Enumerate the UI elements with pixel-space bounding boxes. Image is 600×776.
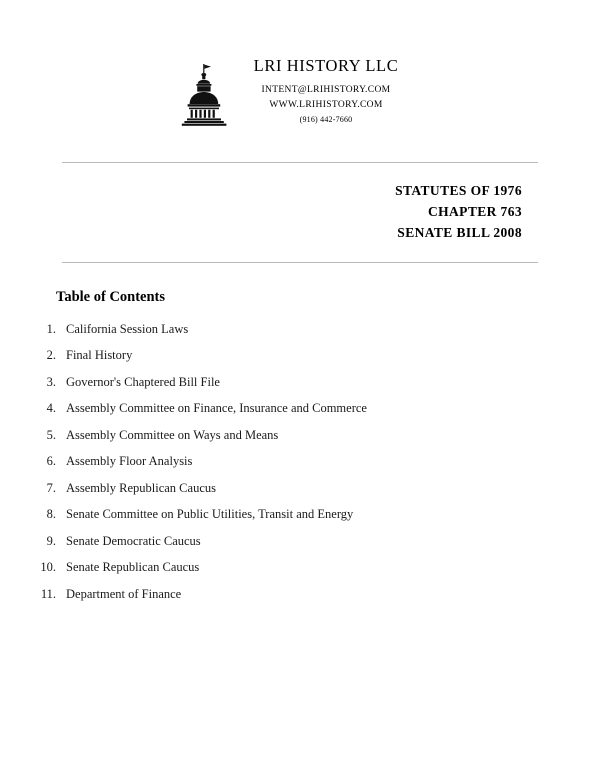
list-item[interactable] [0, 534, 600, 549]
list-item[interactable] [0, 348, 600, 363]
list-item-number: 4. [46, 401, 56, 416]
list-item-label: Assembly Floor Analysis [66, 454, 193, 469]
statute-chapter: CHAPTER 763 [427, 203, 522, 219]
list-item-number: 7. [46, 480, 56, 495]
list-item-label: Senate Republican Caucus [66, 560, 200, 575]
list-item[interactable] [0, 481, 600, 496]
list-item-number: 10. [40, 560, 56, 575]
list-item-number: 9. [46, 533, 56, 548]
list-item-number: 11. [40, 586, 56, 601]
list-item-label: Senate Democratic Caucus [66, 533, 201, 548]
statute-year: STATUTES OF 1976 [395, 183, 522, 198]
list-item[interactable] [0, 322, 600, 337]
letterhead [0, 0, 600, 128]
list-item-number: 1. [46, 321, 56, 336]
capitol-dome-icon [176, 62, 234, 128]
list-item[interactable] [0, 507, 600, 522]
organization-name: LRI HISTORY LLC [253, 56, 399, 75]
logo-container [162, 56, 248, 128]
list-item[interactable] [0, 401, 600, 416]
list-item-number: 8. [46, 507, 56, 522]
list-item[interactable] [0, 587, 600, 602]
table-of-contents-title: Table of Contents [56, 288, 166, 305]
list-item-label: Final History [66, 348, 133, 363]
list-item-label: California Session Laws [66, 321, 189, 336]
list-item[interactable] [0, 454, 600, 469]
list-item-number: 2. [46, 348, 56, 363]
organization-email: INTENT@LRIHISTORY.COM [261, 85, 391, 95]
list-item-label: Assembly Committee on Finance, Insurance and Commerce [66, 401, 367, 416]
list-item-label: Department of Finance [66, 586, 182, 601]
list-item[interactable] [0, 375, 600, 390]
list-item-label: Senate Committee on Public Utilities, Transit and Energy [66, 507, 354, 522]
list-item-label: Assembly Committee on Ways and Means [66, 427, 279, 442]
organization-website: WWW.LRIHISTORY.COM [269, 100, 383, 110]
list-item[interactable] [0, 428, 600, 443]
list-item-number: 6. [46, 454, 56, 469]
statute-bill: SENATE BILL 2008 [397, 224, 522, 240]
statute-heading [0, 163, 600, 244]
organization-block [248, 56, 439, 124]
organization-phone: (916) 442-7660 [299, 115, 353, 124]
divider-bottom [62, 262, 538, 263]
list-item-label: Assembly Republican Caucus [66, 480, 216, 495]
list-item-label: Governor's Chaptered Bill File [66, 374, 220, 389]
list-item-number: 3. [46, 374, 56, 389]
table-of-contents-list [0, 322, 600, 602]
list-item-number: 5. [46, 427, 56, 442]
list-item[interactable] [0, 560, 600, 575]
